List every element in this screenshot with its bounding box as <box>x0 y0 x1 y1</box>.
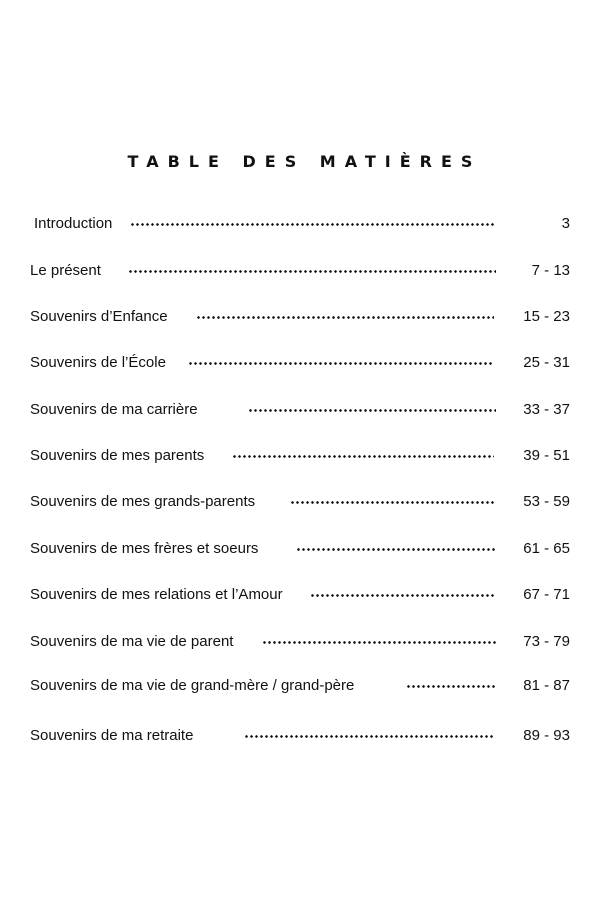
toc-entry-label: Souvenirs de mes frères et soeurs <box>30 540 259 557</box>
toc-entry-label: Souvenirs de ma carrière <box>30 401 198 418</box>
toc-dot-leader <box>244 735 494 738</box>
toc-entry-relations-amour <box>30 584 570 606</box>
toc-entry-retraite <box>30 725 570 747</box>
toc-entry-label: Le présent <box>30 262 101 279</box>
toc-entry-label: Souvenirs de mes parents <box>30 447 205 464</box>
toc-entry-le-present <box>30 260 570 282</box>
toc-entry-label: Souvenirs de mes grands-parents <box>30 493 256 510</box>
toc-entry-pages: 39 - 51 <box>523 447 570 464</box>
toc-entry-pages: 33 - 37 <box>523 401 570 418</box>
toc-dot-leader <box>290 501 496 504</box>
toc-entry-pages: 3 <box>561 215 570 232</box>
toc-entry-ecole <box>30 352 570 374</box>
toc-entry-pages: 81 - 87 <box>523 677 570 694</box>
toc-entry-label: Souvenirs de ma vie de grand-mère / grand-père <box>30 677 355 694</box>
toc-dot-leader <box>196 316 494 319</box>
toc-entry-pages: 67 - 71 <box>523 586 570 603</box>
toc-entry-pages: 73 - 79 <box>523 633 570 650</box>
toc-entry-label: Introduction <box>34 215 113 232</box>
toc-entry-label: Souvenirs de ma retraite <box>30 727 194 744</box>
toc-entry-pages: 53 - 59 <box>523 493 570 510</box>
toc-title: TABLE DES MATIÈRES <box>127 152 482 171</box>
toc-entry-carriere <box>30 399 570 421</box>
toc-entry-label: Souvenirs de ma vie de parent <box>30 633 234 650</box>
toc-entry-pages: 15 - 23 <box>523 308 570 325</box>
toc-entry-freres-soeurs <box>30 538 570 560</box>
toc-dot-leader <box>130 223 496 226</box>
toc-dot-leader <box>188 362 494 365</box>
toc-dot-leader <box>406 685 496 688</box>
toc-entry-label: Souvenirs de mes relations et l’Amour <box>30 586 283 603</box>
toc-dot-leader <box>248 409 496 412</box>
toc-entry-grands-parents <box>30 491 570 513</box>
toc-entry-pages: 61 - 65 <box>523 540 570 557</box>
toc-entry-pages: 7 - 13 <box>531 262 570 279</box>
toc-dot-leader <box>296 548 496 551</box>
toc-entry-pages: 25 - 31 <box>523 354 570 371</box>
toc-dot-leader <box>262 641 496 644</box>
toc-dot-leader <box>232 455 494 458</box>
toc-dot-leader <box>128 270 496 273</box>
toc-entry-introduction <box>34 213 570 235</box>
toc-entry-enfance <box>30 306 570 328</box>
toc-entry-vie-grand-parent <box>30 675 570 697</box>
toc-entry-pages: 89 - 93 <box>523 727 570 744</box>
toc-dot-leader <box>310 594 496 597</box>
toc-entry-label: Souvenirs de l’École <box>30 354 166 371</box>
toc-entry-parents <box>30 445 570 467</box>
toc-entry-vie-parent <box>30 631 570 653</box>
toc-entry-label: Souvenirs d’Enfance <box>30 308 168 325</box>
